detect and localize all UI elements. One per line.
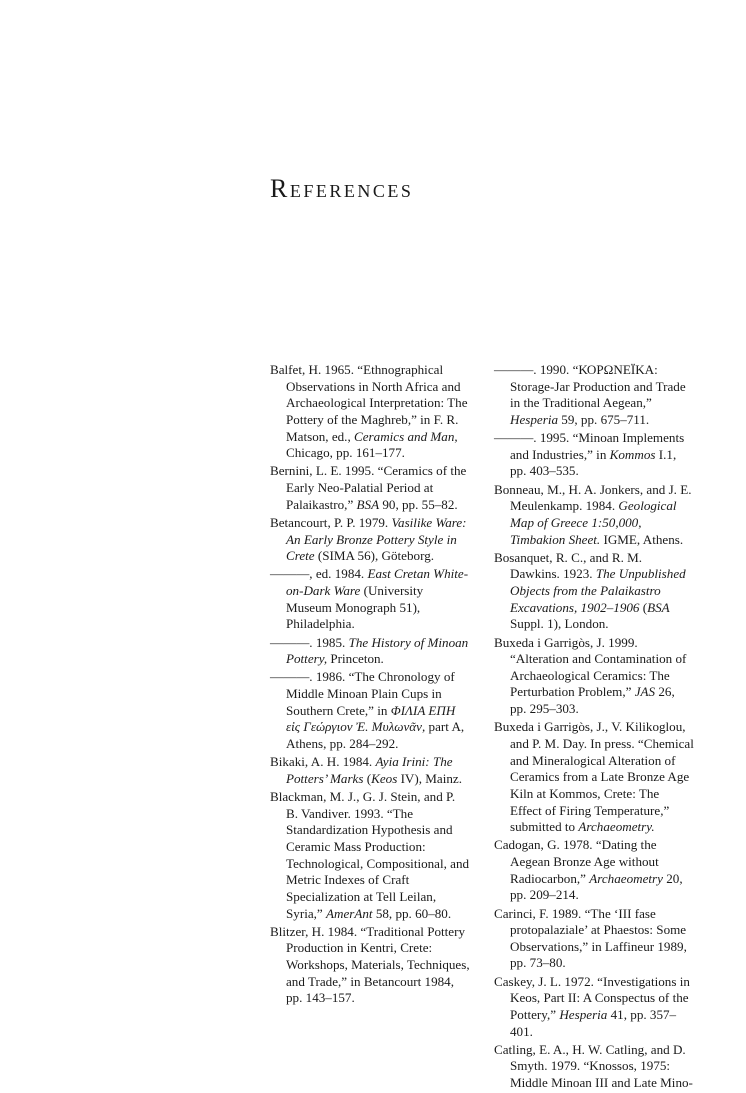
references-column-left: [270, 362, 470, 1008]
reference-italic-text: AmerAnt: [326, 905, 373, 921]
page-title: References: [270, 174, 414, 203]
reference-italic-text: Geological Map of Greece 1:50,000, Timbakion Sheet.: [510, 498, 677, 547]
reference-entry: [270, 515, 470, 565]
reference-entry: [270, 566, 470, 633]
reference-entry: [494, 362, 694, 429]
reference-entry: [270, 789, 470, 922]
reference-text: I.1, pp. 403–535.: [510, 446, 677, 479]
reference-entry: [494, 550, 694, 633]
reference-italic-text: Keos: [371, 770, 398, 786]
reference-italic-text: The Unpublished Objects from the Palaikastro Excavations, 1902–1906: [510, 566, 686, 615]
reference-text: Bikaki, A. H. 1984.: [270, 754, 376, 770]
reference-text: Bosanquet, R. C., and R. M. Dawkins. 1923.: [494, 549, 643, 582]
reference-text: Princeton.: [327, 651, 384, 667]
reference-text: ———, ed. 1984.: [270, 566, 368, 582]
reference-text: 90, pp. 55–82.: [379, 496, 458, 512]
reference-entry: [494, 1042, 694, 1092]
reference-italic-text: Hesperia: [510, 411, 559, 427]
reference-text: Betancourt, P. P. 1979.: [270, 514, 392, 530]
reference-text: Balfet, H. 1965. “Ethnographical Observations in North Africa and Archaeological Interpretation: The Pottery of the Maghreb,” in F. R. Matson, ed.,: [270, 362, 468, 444]
reference-entry: [494, 906, 694, 973]
reference-italic-text: The History of Minoan Pottery,: [286, 634, 469, 667]
reference-italic-text: Archaeometry.: [578, 819, 655, 835]
reference-entry: [270, 669, 470, 752]
reference-text: Buxeda i Garrigòs, J., V. Kilikoglou, and P. M. Day. In press. “Chemical and Mineralogical Alteration of Ceramics from a Late Bronze Age Kiln at Kommos, Crete: The Effect of Firing Temperature,” submitted to: [494, 719, 694, 835]
reference-italic-text: Ayia Irini: The Potters’ Marks: [286, 754, 453, 786]
reference-italic-text: Vasilike Ware: An Early Bronze Pottery Style in Crete: [286, 514, 467, 564]
reference-text: Carinci, F. 1989. “The ‘III fase protopalaziale’ at Phaestos: Some Observations,” in Laffineur 1989, pp. 73–80.: [494, 905, 687, 971]
reference-italic-text: JAS: [634, 684, 656, 700]
reference-text: ———. 1990. “ΚΟΡΩΝΕΪΚΑ: Storage-Jar Production and Trade in the Traditional Aegean,”: [494, 362, 686, 411]
reference-entry: [270, 754, 470, 787]
reference-entry: [494, 974, 694, 1041]
reference-text: Bonneau, M., H. A. Jonkers, and J. E. Meulenkamp. 1984.: [494, 481, 692, 514]
reference-italic-text: Archaeometry: [589, 870, 663, 886]
reference-entry: [494, 430, 694, 480]
reference-text: (University Museum Monograph 51), Philadelphia.: [286, 583, 424, 632]
reference-text: Blitzer, H. 1984. “Traditional Pottery Production in Kentri, Crete: Workshops, Materials, Techniques, and Trade,” in Betancourt 1984, pp. 143–157.: [270, 923, 470, 1006]
reference-text: (SIMA 56), Göteborg.: [314, 548, 435, 564]
reference-entry: [270, 463, 470, 513]
reference-text: Buxeda i Garrigòs, J. 1999. “Alteration and Contamination of Archaeological Ceramics: The Perturbation Problem,”: [494, 634, 687, 700]
reference-entry: [494, 635, 694, 718]
reference-text: Catling, E. A., H. W. Catling, and D. Smyth. 1979. “Knossos, 1975: Middle Minoan III and Late Mino-: [494, 1041, 693, 1091]
reference-text: IV), Mainz.: [397, 770, 463, 786]
reference-entry: [270, 362, 470, 462]
reference-text: Caskey, J. L. 1972. “Investigations in Keos, Part II: A Conspectus of the Pottery,”: [494, 973, 690, 1022]
reference-italic-text: BSA: [647, 599, 670, 615]
reference-italic-text: BSA: [356, 496, 380, 512]
reference-italic-text: ΦΙΛΙΑ ΕΠΗ εἰς Γεώργιον Ἐ. Μυλωνᾶν,: [286, 702, 456, 735]
reference-text: ———. 1986. “The Chronology of Middle Minoan Plain Cups in Southern Crete,” in: [270, 669, 455, 718]
reference-entry: [494, 719, 694, 836]
reference-entry: [494, 837, 694, 904]
reference-text: (: [363, 770, 372, 786]
reference-text: ———. 1995. “Minoan Implements and Industries,” in: [494, 430, 685, 462]
reference-text: 59, pp. 675–711.: [558, 411, 650, 427]
reference-text: ———. 1985.: [270, 634, 349, 650]
reference-italic-text: Hesperia: [559, 1006, 608, 1022]
reference-text: Cadogan, G. 1978. “Dating the Aegean Bronze Age without Radiocarbon,”: [494, 837, 659, 886]
reference-text: 26, pp. 295–303.: [510, 684, 675, 717]
references-column-right: [494, 362, 694, 1093]
reference-text: part A, Athens, pp. 284–292.: [286, 719, 465, 751]
reference-text: 41, pp. 357–401.: [510, 1006, 677, 1039]
reference-text: Chicago, pp. 161–177.: [286, 445, 405, 461]
reference-text: 58, pp. 60–80.: [372, 905, 452, 921]
reference-text: Suppl. 1), London.: [510, 616, 609, 632]
reference-text: Bernini, L. E. 1995. “Ceramics of the Early Neo-Palatial Period at Palaikastro,”: [270, 463, 467, 512]
reference-text: (: [639, 599, 648, 615]
reference-text: IGME, Athens.: [600, 531, 684, 547]
reference-entry: [270, 924, 470, 1007]
reference-italic-text: East Cretan White-on-Dark Ware: [286, 566, 469, 599]
reference-text: 20, pp. 209–214.: [510, 870, 683, 903]
reference-text: Blackman, M. J., G. J. Stein, and P. B. Vandiver. 1993. “The Standardization Hypothesis and Ceramic Mass Production: Technological, Compositional, and Metric Indexes of Craft Specialization at Tell Leilan, Syria,”: [270, 788, 470, 921]
reference-entry: [270, 635, 470, 668]
reference-italic-text: Kommos: [609, 446, 656, 462]
reference-italic-text: Ceramics and Man,: [354, 428, 458, 444]
reference-entry: [494, 482, 694, 549]
